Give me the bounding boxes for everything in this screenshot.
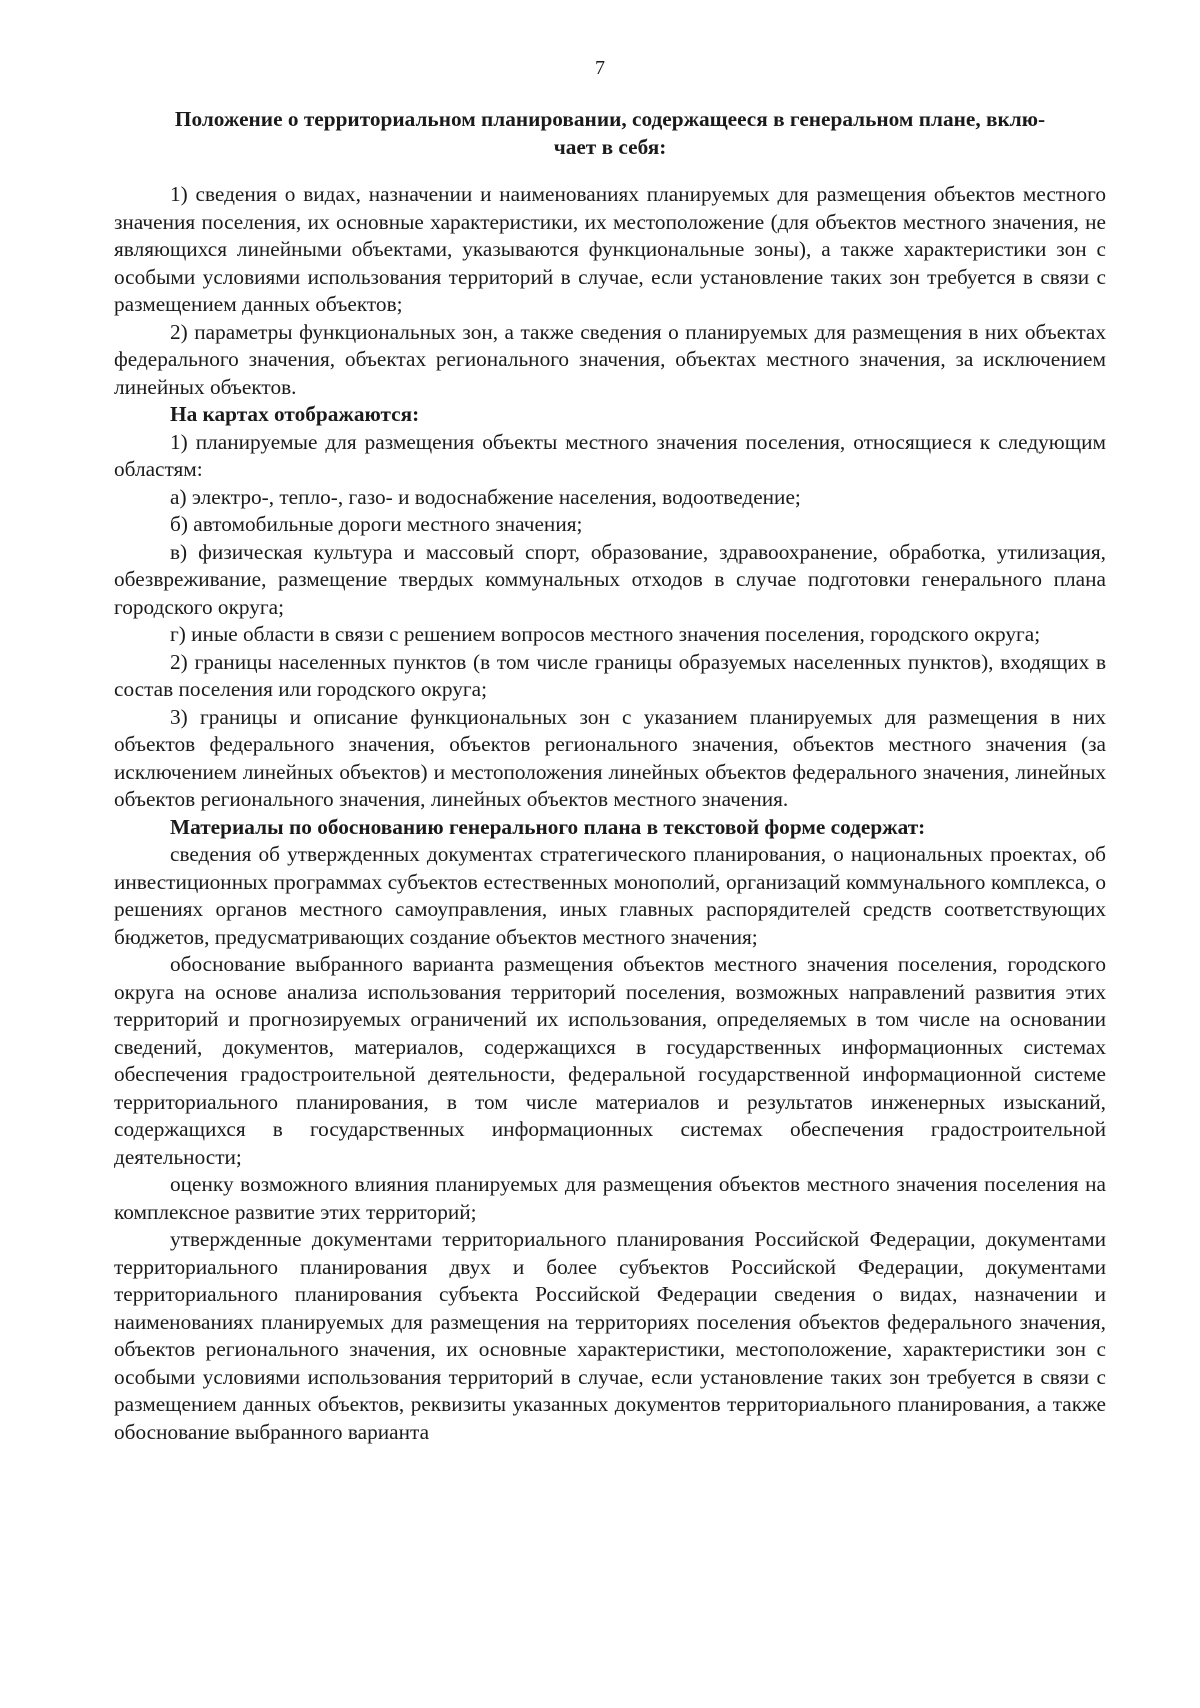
section-heading-materials: Материалы по обоснованию генерального плана в текстовой форме содержат: (170, 814, 926, 839)
title-line-1: Положение о территориальном планировании, содержащееся в генеральном плане, вклю- (174, 107, 1046, 131)
paragraph: б) автомобильные дороги местного значения; (170, 512, 583, 536)
page-content (114, 105, 1106, 1446)
paragraph: г) иные области в связи с решением вопросов местного значения поселения, городского округа; (170, 622, 1041, 646)
paragraph: а) электро-, тепло-, газо- и водоснабжение населения, водоотведение; (170, 484, 801, 509)
title-line-2: чает в себя: (553, 135, 667, 159)
paragraph: 3) границы и описание функциональных зон с указанием планируемых для размещения в них объектов федерального значения, объектов регионального значения, объектов местного значения (за исключением линейных объектов) и местоположения линейных объектов федерального значения, линейных объектов регионального значения, линейных объектов местного значения. (114, 704, 1106, 811)
paragraph: 2) параметры функциональных зон, а также сведения о планируемых для размещения в них объектах федерального значения, объектах регионального значения, объектах местного значения, за исключением линейных объектов. (114, 319, 1106, 399)
paragraph: в) физическая культура и массовый спорт, образование, здравоохранение, обработка, утилизация, обезвреживание, размещение твердых коммунальных отходов в случае подготовки генерального плана городского округа; (114, 539, 1106, 619)
paragraph: 2) границы населенных пунктов (в том числе границы образуемых населенных пунктов), входящих в состав поселения или городского округа; (114, 649, 1106, 701)
paragraph: оценку возможного влияния планируемых для размещения объектов местного значения поселения на комплексное развитие этих территорий; (114, 1172, 1106, 1224)
paragraph: обоснование выбранного варианта размещения объектов местного значения поселения, городского округа на основе анализа использования территорий поселения, возможных направлений развития этих территорий и прогнозируемых ограничений их использования, определяемых в том числе на основании сведений, документов, материалов, содержащихся в государственных информационных системах обеспечения градостроительной деятельности, федеральной государственной информационной системе территориального планирования, в том числе материалов и результатов инженерных изысканий, содержащихся в государственных информационных системах обеспечения градостроительной деятельности; (114, 952, 1106, 1169)
paragraph: сведения об утвержденных документах стратегического планирования, о национальных проектах, об инвестиционных программах субъектов естественных монополий, организаций коммунального комплекса, о решениях органов местного самоуправления, иных главных распорядителей средств соответствующих бюджетов, предусматривающих создание объектов местного значения; (114, 842, 1106, 949)
paragraph: утвержденные документами территориального планирования Российской Федерации, документами территориального планирования двух и более субъектов Российской Федерации, документами территориального планирования субъекта Российской Федерации сведения о видах, назначении и наименованиях планируемых для размещения на территориях поселения объектов федерального значения, объектов регионального значения, их основные характеристики, местоположение, характеристики зон с особыми условиями использования территорий в случае, если установление таких зон требуется в связи с размещением данных объектов, реквизиты указанных документов территориального планирования, а также обоснование выбранного варианта (114, 1227, 1106, 1444)
paragraph: 1) планируемые для размещения объекты местного значения поселения, относящиеся к следующим областям: (114, 429, 1106, 481)
paragraph: 1) сведения о видах, назначении и наименованиях планируемых для размещения объектов местного значения поселения, их основные характеристики, их местоположение (для объектов местного значения, не являющихся линейными объектами, указываются функциональные зоны), а также характеристики зон с особыми условиями использования территорий в случае, если установление таких зон требуется в связи с размещением данных объектов; (114, 182, 1106, 316)
page-number: 7 (595, 57, 605, 79)
section-heading-maps: На картах отображаются: (170, 402, 420, 426)
document-title (114, 105, 1106, 161)
